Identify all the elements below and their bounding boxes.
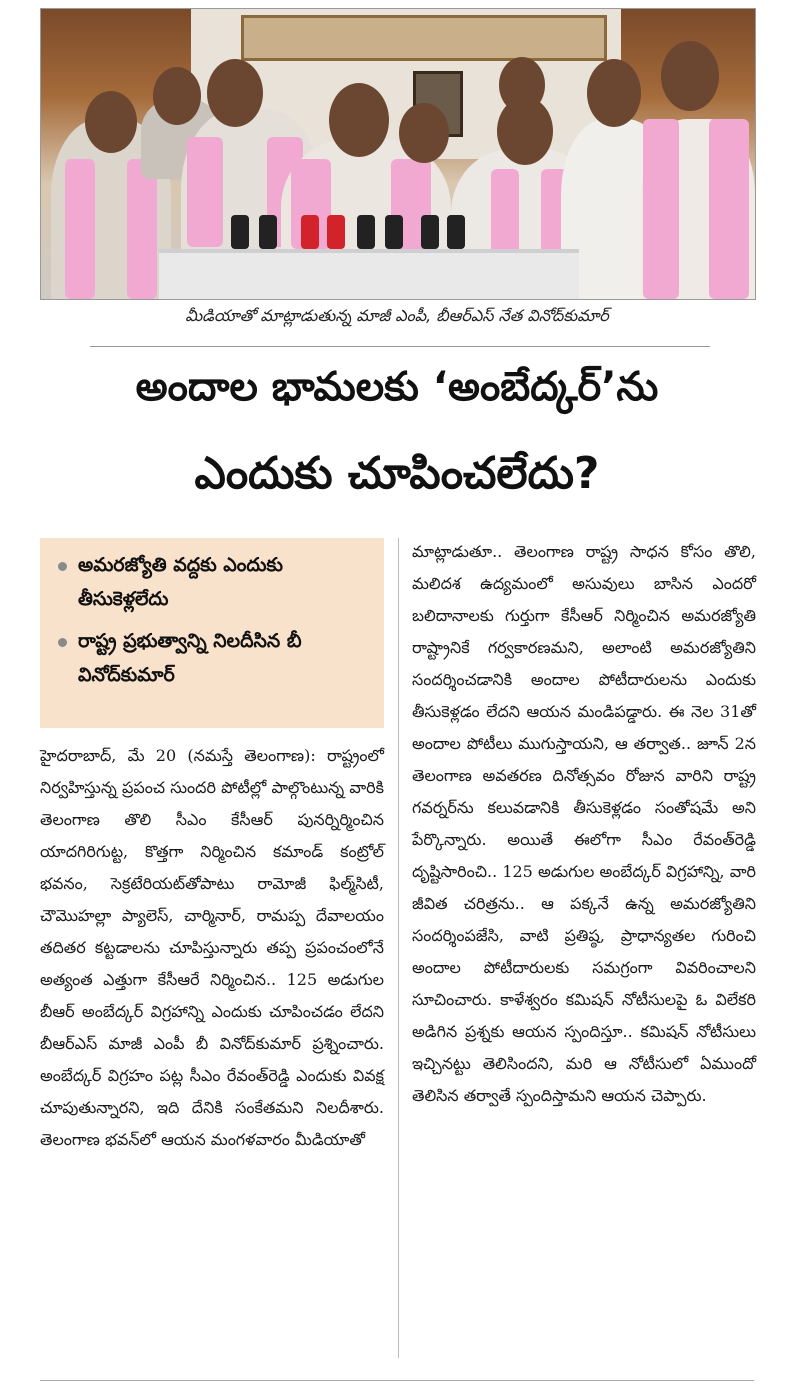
person-head: [85, 91, 137, 153]
microphone: [327, 215, 345, 249]
column-divider: [398, 538, 399, 1358]
microphone: [447, 215, 465, 249]
microphone: [231, 215, 249, 249]
highlights-box: [40, 538, 384, 728]
microphone: [357, 215, 375, 249]
person-head: [207, 59, 263, 127]
person-head: [499, 57, 545, 113]
microphone: [421, 215, 439, 249]
party-scarf: [709, 119, 749, 299]
highlight-item: అమరజ్యోతి వద్దకు ఎందుకు తీసుకెళ్లలేదు: [54, 548, 370, 616]
article-column-left: హైదరాబాద్, మే 20 (నమస్తే తెలంగాణ): రాష్ట్రంలో నిర్వహిస్తున్న ప్రపంచ సుందరి పోటీల్లో పాల్గొంటున్న వారికి తెలంగాణ తొలి సీఎం కేసీఆర్ పునర్నిర్మించిన యాదగిరిగుట్ట, కొత్తగా నిర్మించిన కమాండ్ కంట్రోల్ భవనం, సెక్రటేరియట్‌తోపాటు రామోజీ ఫిల్మ్‌సిటీ, చౌమొహల్లా ప్యాలెస్, చార్మినార్, రామప్ప దేవాలయం తదితర కట్టడాలను చూపిస్తున్నారు తప్ప ప్రపంచంలోనే అత్యంత ఎత్తుగా కేసీఆరే నిర్మించిన.. 125 అడుగుల బీఆర్ అంబేద్కర్ విగ్రహాన్ని ఎందుకు చూపించడం లేదని బీఆర్ఎస్ మాజీ ఎంపీ బీ వినోద్‌కుమార్ ప్రశ్నించారు. అంబేద్కర్ విగ్రహం పట్ల సీఎం రేవంత్‌రెడ్డి ఎందుకు వివక్ష చూపుతున్నారని, ఇది దేనికి సంకేతమని నిలదీశారు. తెలంగాణ భవన్‌లో ఆయన మంగళవారం మీడియాతో: [40, 746, 384, 1149]
photo-caption: మీడియాతో మాట్లాడుతున్న మాజీ ఎంపీ, బీఆర్ఎస్ నేత వినోద్‌కుమార్: [185, 306, 609, 325]
party-scarf: [187, 137, 223, 247]
podium: [159, 249, 579, 300]
person-head: [153, 67, 201, 125]
party-scarf: [643, 119, 679, 299]
microphone: [301, 215, 319, 249]
photo-wall-frame: [241, 15, 607, 61]
microphone: [385, 215, 403, 249]
person-head: [399, 103, 449, 163]
caption-divider: [90, 346, 710, 347]
headline-line-2: ఎందుకు చూపించలేదు?: [194, 448, 600, 499]
news-photo: [40, 8, 756, 300]
highlight-item: రాష్ట్ర ప్రభుత్వాన్ని నిలదీసిన బీ వినోద్‌కుమార్: [54, 624, 370, 692]
person-head: [587, 59, 641, 127]
bottom-divider: [40, 1380, 754, 1381]
article-column-right: మాట్లాడుతూ.. తెలంగాణ రాష్ట్ర సాధన కోసం తొలి, మలిదశ ఉద్యమంలో అసువులు బాసిన ఎందరో బలిదానాలకు గుర్తుగా కేసీఆర్ నిర్మించిన అమరజ్యోతి రాష్ట్రానికే గర్వకారణమని, అలాంటి అమరజ్యోతిని సందర్శించడానికి అందాల పోటీదారులను ఎందుకు తీసుకెళ్లడం లేదని ఆయన మండిపడ్డారు. ఈ నెల 31తో అందాల పోటీలు ముగుస్తాయని, ఆ తర్వాత.. జూన్ 2న తెలంగాణ అవతరణ దినోత్సవం రోజున వారిని రాష్ట్ర గవర్నర్‌ను కలువడానికి తీసుకెళ్లడం సంతోషమే అని పేర్కొన్నారు. అయితే ఈలోగా సీఎం రేవంత్‌రెడ్డి దృష్టిసారించి.. 125 అడుగుల అంబేద్కర్ విగ్రహాన్ని, వారి జీవిత చరిత్రను.. ఆ పక్కనే ఉన్న అమరజ్యోతిని సందర్శింపజేసి, వాటి ప్రతిష్ఠ, ప్రాధాన్యతల గురించి అందాల పోటీదారులకు సమగ్రంగా వివరించాలని సూచించారు. కాళేశ్వరం కమిషన్ నోటీసులపై ఓ విలేకరి అడిగిన ప్రశ్నకు ఆయన స్పందిస్తూ.. కమిషన్ నోటీసులు ఇచ్చినట్టు తెలిసిందని, మరి ఆ నోటీసులో ఏముందో తెలిసిన తర్వాతే స్పందిస్తామని ఆయన చెప్పారు.: [412, 542, 756, 1105]
microphone: [259, 215, 277, 249]
person-head: [661, 41, 719, 111]
party-scarf: [127, 159, 157, 299]
headline-line-1: అందాల భామలకు ‘అంబేద్కర్’ను: [135, 364, 659, 410]
person-head: [329, 83, 389, 157]
party-scarf: [65, 159, 95, 299]
